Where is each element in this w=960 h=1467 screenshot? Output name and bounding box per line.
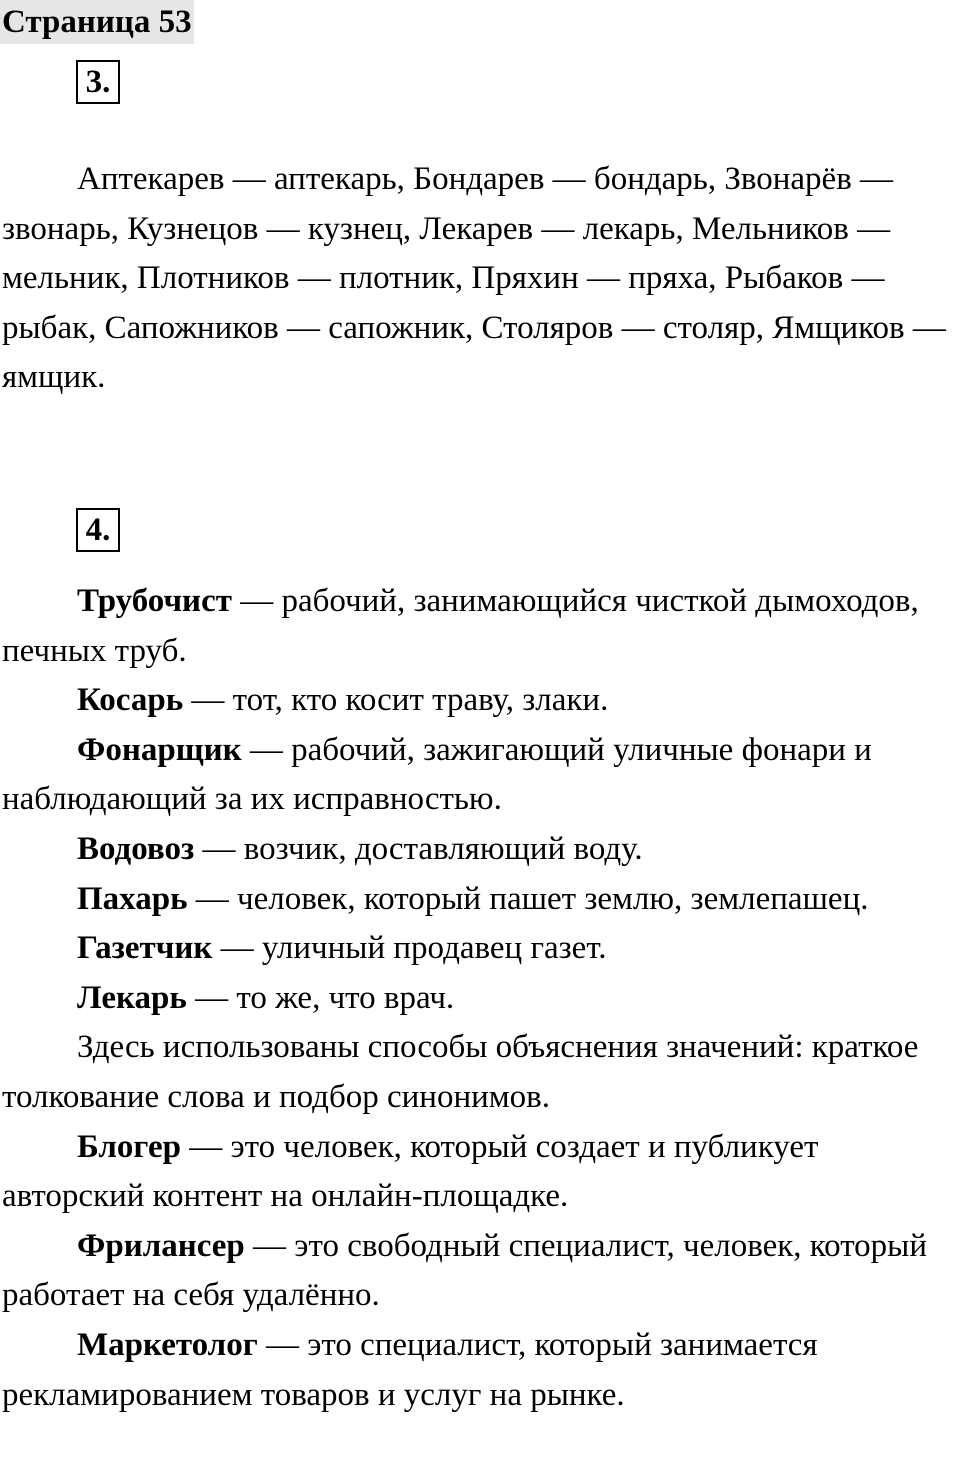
- definition-paragraph: [2, 875, 958, 925]
- task-4-number: 4.: [76, 508, 120, 552]
- definition-paragraph: [2, 1321, 958, 1420]
- definition-paragraph: [2, 974, 958, 1024]
- task-3-text: Аптекарев — аптекарь, Бондарев — бондарь, Звонарёв — звонарь, Кузнецов — кузнец, Лекарев — лекарь, Мельников — мельник, Плотников — плотник, Пряхин — пряха, Рыбаков — рыбак, Сапожников — сапожник, Столяров — столяр, Ямщиков — ямщик.: [2, 161, 946, 396]
- definition-term: Лекарь: [77, 979, 187, 1016]
- definition-text: — то же, что врач.: [186, 979, 455, 1016]
- definition-term: Водовоз: [77, 830, 195, 867]
- definition-text: — рабочий, занимающийся чисткой дымоходов, печных труб.: [2, 583, 919, 669]
- task-3-answer: [2, 155, 958, 403]
- page-title: Страница 53: [0, 0, 194, 44]
- definition-text: — это человек, который создает и публикует авторский контент на онлайн-площадке.: [2, 1128, 819, 1215]
- definition-paragraph: [2, 825, 958, 875]
- task-3-number: 3.: [76, 60, 120, 104]
- definition-text: — рабочий, зажигающий уличные фонари и наблюдающий за их исправностью.: [2, 731, 872, 818]
- definition-paragraph: [2, 726, 958, 825]
- definition-text: — это специалист, который занимается рекламированием товаров и услуг на рынке.: [2, 1326, 818, 1413]
- definition-paragraph: [2, 577, 958, 676]
- definition-text: — человек, который пашет землю, землепашец.: [187, 880, 869, 917]
- definition-text: — уличный продавец газет.: [212, 930, 607, 967]
- definition-term: Маркетолог: [77, 1326, 258, 1363]
- definition-term: Трубочист: [77, 583, 232, 619]
- definition-paragraph: [2, 676, 958, 726]
- definition-term: Фрилансер: [77, 1227, 245, 1264]
- definition-term: Газетчик: [77, 930, 213, 967]
- definition-term: Косарь: [77, 682, 184, 719]
- task-4-answer: [2, 577, 958, 1420]
- explanation-note: Здесь использованы способы объяснения значений: краткое толкование слова и подбор синонимов.: [2, 1029, 919, 1115]
- definition-paragraph: [2, 1222, 958, 1321]
- definition-text: — возчик, доставляющий воду.: [194, 830, 643, 867]
- definition-text: — тот, кто косит траву, злаки.: [183, 682, 609, 719]
- definition-paragraph: [2, 924, 958, 974]
- definition-term: Фонарщик: [77, 731, 242, 768]
- definition-term: Блогер: [77, 1128, 181, 1165]
- definition-text: — это свободный специалист, человек, который работает на себя удалённо.: [2, 1227, 928, 1314]
- definition-term: Пахарь: [77, 880, 188, 917]
- definition-paragraph: [2, 1123, 958, 1222]
